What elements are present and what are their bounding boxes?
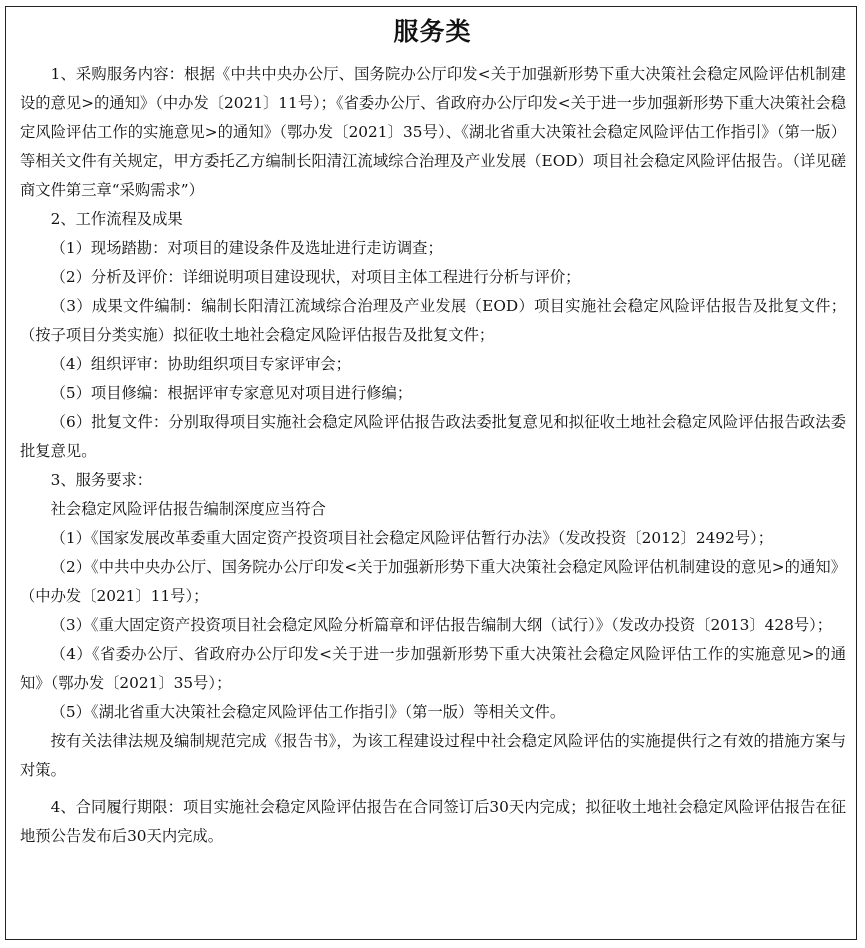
requirement-summary: 按有关法律法规及编制规范完成《报告书》，为该工程建设过程中社会稳定风险评估的实施提供行之有效的措施方案与对策。 xyxy=(20,732,846,779)
workflow-item-3: （3）成果文件编制：编制长阳清江流域综合治理及产业发展（EOD）项目实施社会稳定风险评估报告及批复文件；（按子项目分类实施）拟征收土地社会稳定风险评估报告及批复文件； xyxy=(20,297,846,344)
section-1-procurement-content: 1、采购服务内容：根据《中共中央办公厅、国务院办公厅印发<关于加强新形势下重大决策社会稳定风险评估机制建设的意见>的通知》（中办发〔2021〕11号）；《省委办公厅、省政府办公厅印发<关于进一步加强新形势下重大决策社会稳定风险评估工作的实施意见>的通知》（鄂办发〔2021〕35号）、《湖北省重大决策社会稳定风险评估工作指引》（第一版）等相关文件有关规定，甲方委托乙方编制长阳清江流域综合治理及产业发展（EOD）项目社会稳定风险评估报告。（详见磋商文件第三章“采购需求”） xyxy=(20,65,846,199)
workflow-item-1: （1）现场踏勘：对项目的建设条件及选址进行走访调查； xyxy=(50,239,443,257)
workflow-item-6: （6）批复文件：分别取得项目实施社会稳定风险评估报告政法委批复意见和拟征收土地社会稳定风险评估报告政法委批复意见。 xyxy=(20,413,846,460)
page-title: 服务类 xyxy=(393,17,472,46)
section-4-contract-term: 4、合同履行期限：项目实施社会稳定风险评估报告在合同签订后30天内完成；拟征收土地社会稳定风险评估报告在征地预公告发布后30天内完成。 xyxy=(20,798,846,845)
workflow-item-2: （2）分析及评价：详细说明项目建设现状，对项目主体工程进行分析与评价； xyxy=(50,268,581,286)
requirement-item-4: （4）《省委办公厅、省政府办公厅印发<关于进一步加强新形势下重大决策社会稳定风险评估工作的实施意见>的通知》（鄂办发〔2021〕35号）； xyxy=(20,645,846,692)
requirement-intro: 社会稳定风险评估报告编制深度应当符合 xyxy=(50,500,326,518)
requirement-item-3: （3）《重大固定资产投资项目社会稳定风险分析篇章和评估报告编制大纲（试行）》（发改办投资〔2013〕428号）； xyxy=(50,616,833,634)
section-2-heading: 2、工作流程及成果 xyxy=(50,210,183,228)
workflow-item-4: （4）组织评审：协助组织项目专家评审会； xyxy=(50,355,351,373)
workflow-item-5: （5）项目修编：根据评审专家意见对项目进行修编； xyxy=(50,384,413,402)
section-3-heading: 3、服务要求： xyxy=(50,471,153,489)
requirement-item-5: （5）《湖北省重大决策社会稳定风险评估工作指引》（第一版）等相关文件。 xyxy=(50,703,566,721)
requirement-item-2: （2）《中共中央办公厅、国务院办公厅印发<关于加强新形势下重大决策社会稳定风险评估机制建设的意见>的通知》（中办发〔2021〕11号）； xyxy=(20,558,846,605)
document-body xyxy=(20,60,846,851)
requirement-item-1: （1）《国家发展改革委重大固定资产投资项目社会稳定风险评估暂行办法》（发改投资〔2012〕2492号）； xyxy=(50,529,774,547)
